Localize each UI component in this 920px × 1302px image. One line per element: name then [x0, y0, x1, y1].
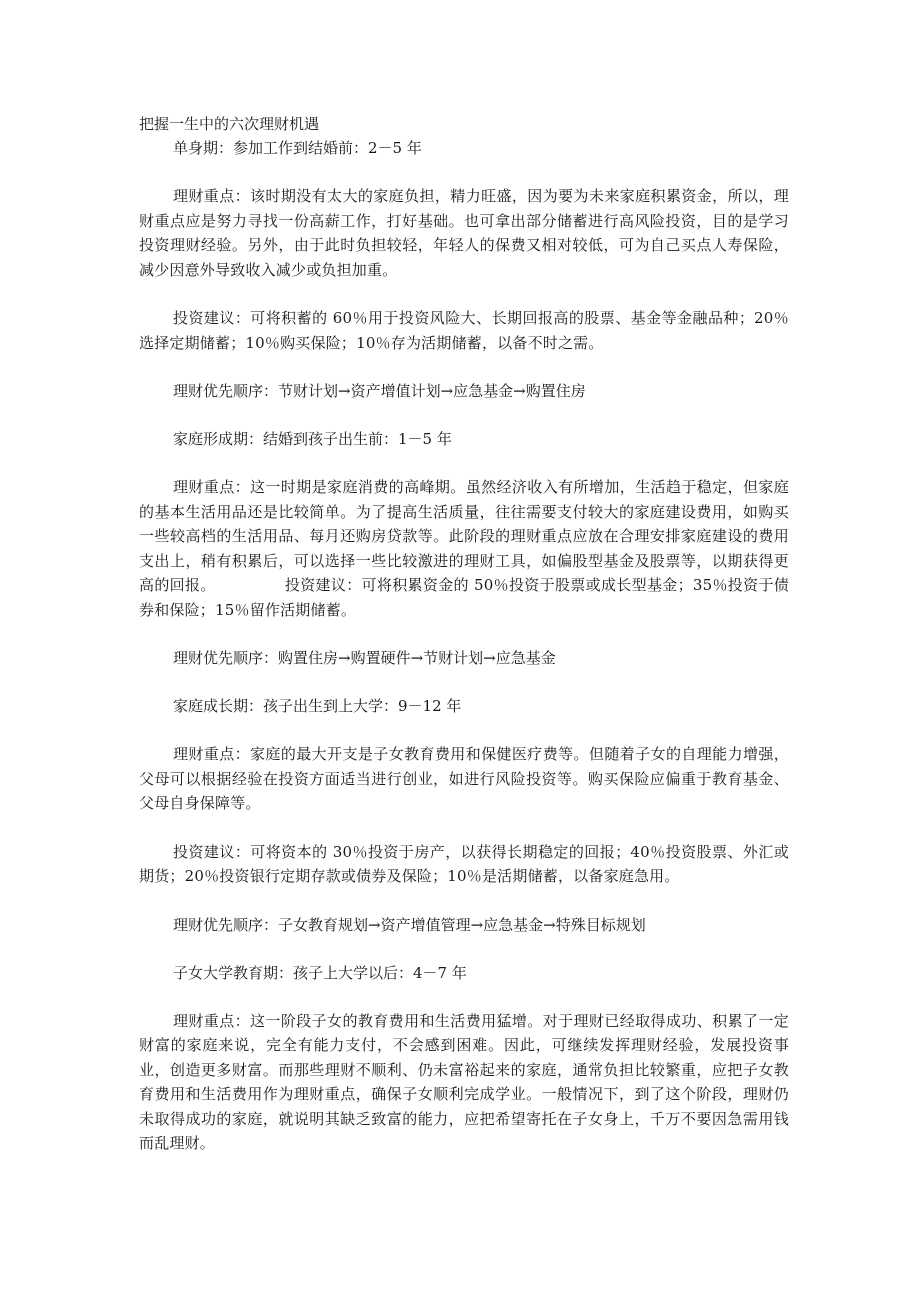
- focus-paragraph-college: 理财重点：这一阶段子女的教育费用和生活费用猛增。对于理财已经取得成功、积累了一定财富的家庭来说，完全有能力支付，不会感到困难。因此，可继续发挥理财经验，发展投资事业，创造更多财富。而那些理财不顺利、仍未富裕起来的家庭，通常负担比较繁重，应把子女教育费用和生活费用作为理财重点，确保子女顺利完成学业。一般情况下，到了这个阶段，理财仍未取得成功的家庭，就说明其缺乏致富的能力，应把希望寄托在子女身上，千万不要因急需用钱而乱理财。: [139, 1011, 789, 1152]
- advice-paragraph-family-growth: 投资建议：可将资本的 30％投资于房产，以获得长期稳定的回报；40％投资股票、外汇或期货；20％投资银行定期存款或债券及保险；10％是活期储蓄，以备家庭急用。: [139, 842, 789, 885]
- focus-paragraph-single: 理财重点：该时期没有太大的家庭负担，精力旺盛，因为要为未来家庭积累资金，所以，理财重点应是努力寻找一份高薪工作，打好基础。也可拿出部分储蓄进行高风险投资，目的是学习投资理财经验。另外，由于此时负担较轻，年轻人的保费又相对较低，可为自己买点人寿保险，减少因意外导致收入减少或负担加重。: [139, 187, 789, 279]
- advice-paragraph-single: 投资建议：可将积蓄的 60％用于投资风险大、长期回报高的股票、基金等金融品种；20％选择定期储蓄；10％购买保险；10％存为活期储蓄，以备不时之需。: [139, 309, 789, 352]
- priority-line-family-formation: 理财优先顺序：购置住房→购置硬件→节财计划→应急基金: [173, 649, 556, 667]
- priority-line-family-growth: 理财优先顺序：子女教育规划→资产增值管理→应急基金→特殊目标规划: [173, 915, 646, 934]
- document-title: 把握一生中的六次理财机遇: [139, 115, 320, 133]
- document-page: [139, 112, 789, 1156]
- priority-line-single: 理财优先顺序：节财计划→资产增值计划→应急基金→购置住房: [173, 382, 586, 400]
- stage-title-single: 单身期：参加工作到结婚前：2－5 年: [173, 139, 422, 157]
- focus-paragraph-family-formation: 理财重点：这一时期是家庭消费的高峰期。虽然经济收入有所增加，生活趋于稳定，但家庭的基本生活用品还是比较简单。为了提高生活质量，往往需要支付较大的家庭建设费用，如购买一些较高档的生活用品、每月还购房贷款等。此阶段的理财重点应放在合理安排家庭建设的费用支出上，稍有积累后，可以选择一些比较激进的理财工具，如偏股型基金及股票等，以期获得更高的回报。 投资建议：可将积累资金的 50％投资于股票或成长型基金；35％投资于债券和保险；15％留作活期储蓄。: [139, 478, 789, 619]
- stage-title-family-growth: 家庭成长期：孩子出生到上大学：9－12 年: [173, 697, 462, 715]
- stage-title-college: 子女大学教育期：孩子上大学以后：4－7 年: [173, 963, 467, 982]
- stage-title-family-formation: 家庭形成期：结婚到孩子出生前：1－5 年: [173, 430, 452, 448]
- focus-paragraph-family-growth: 理财重点：家庭的最大开支是子女教育费用和保健医疗费等。但随着子女的自理能力增强，父母可以根据经验在投资方面适当进行创业，如进行风险投资等。购买保险应偏重于教育基金、父母自身保障等。: [139, 745, 789, 812]
